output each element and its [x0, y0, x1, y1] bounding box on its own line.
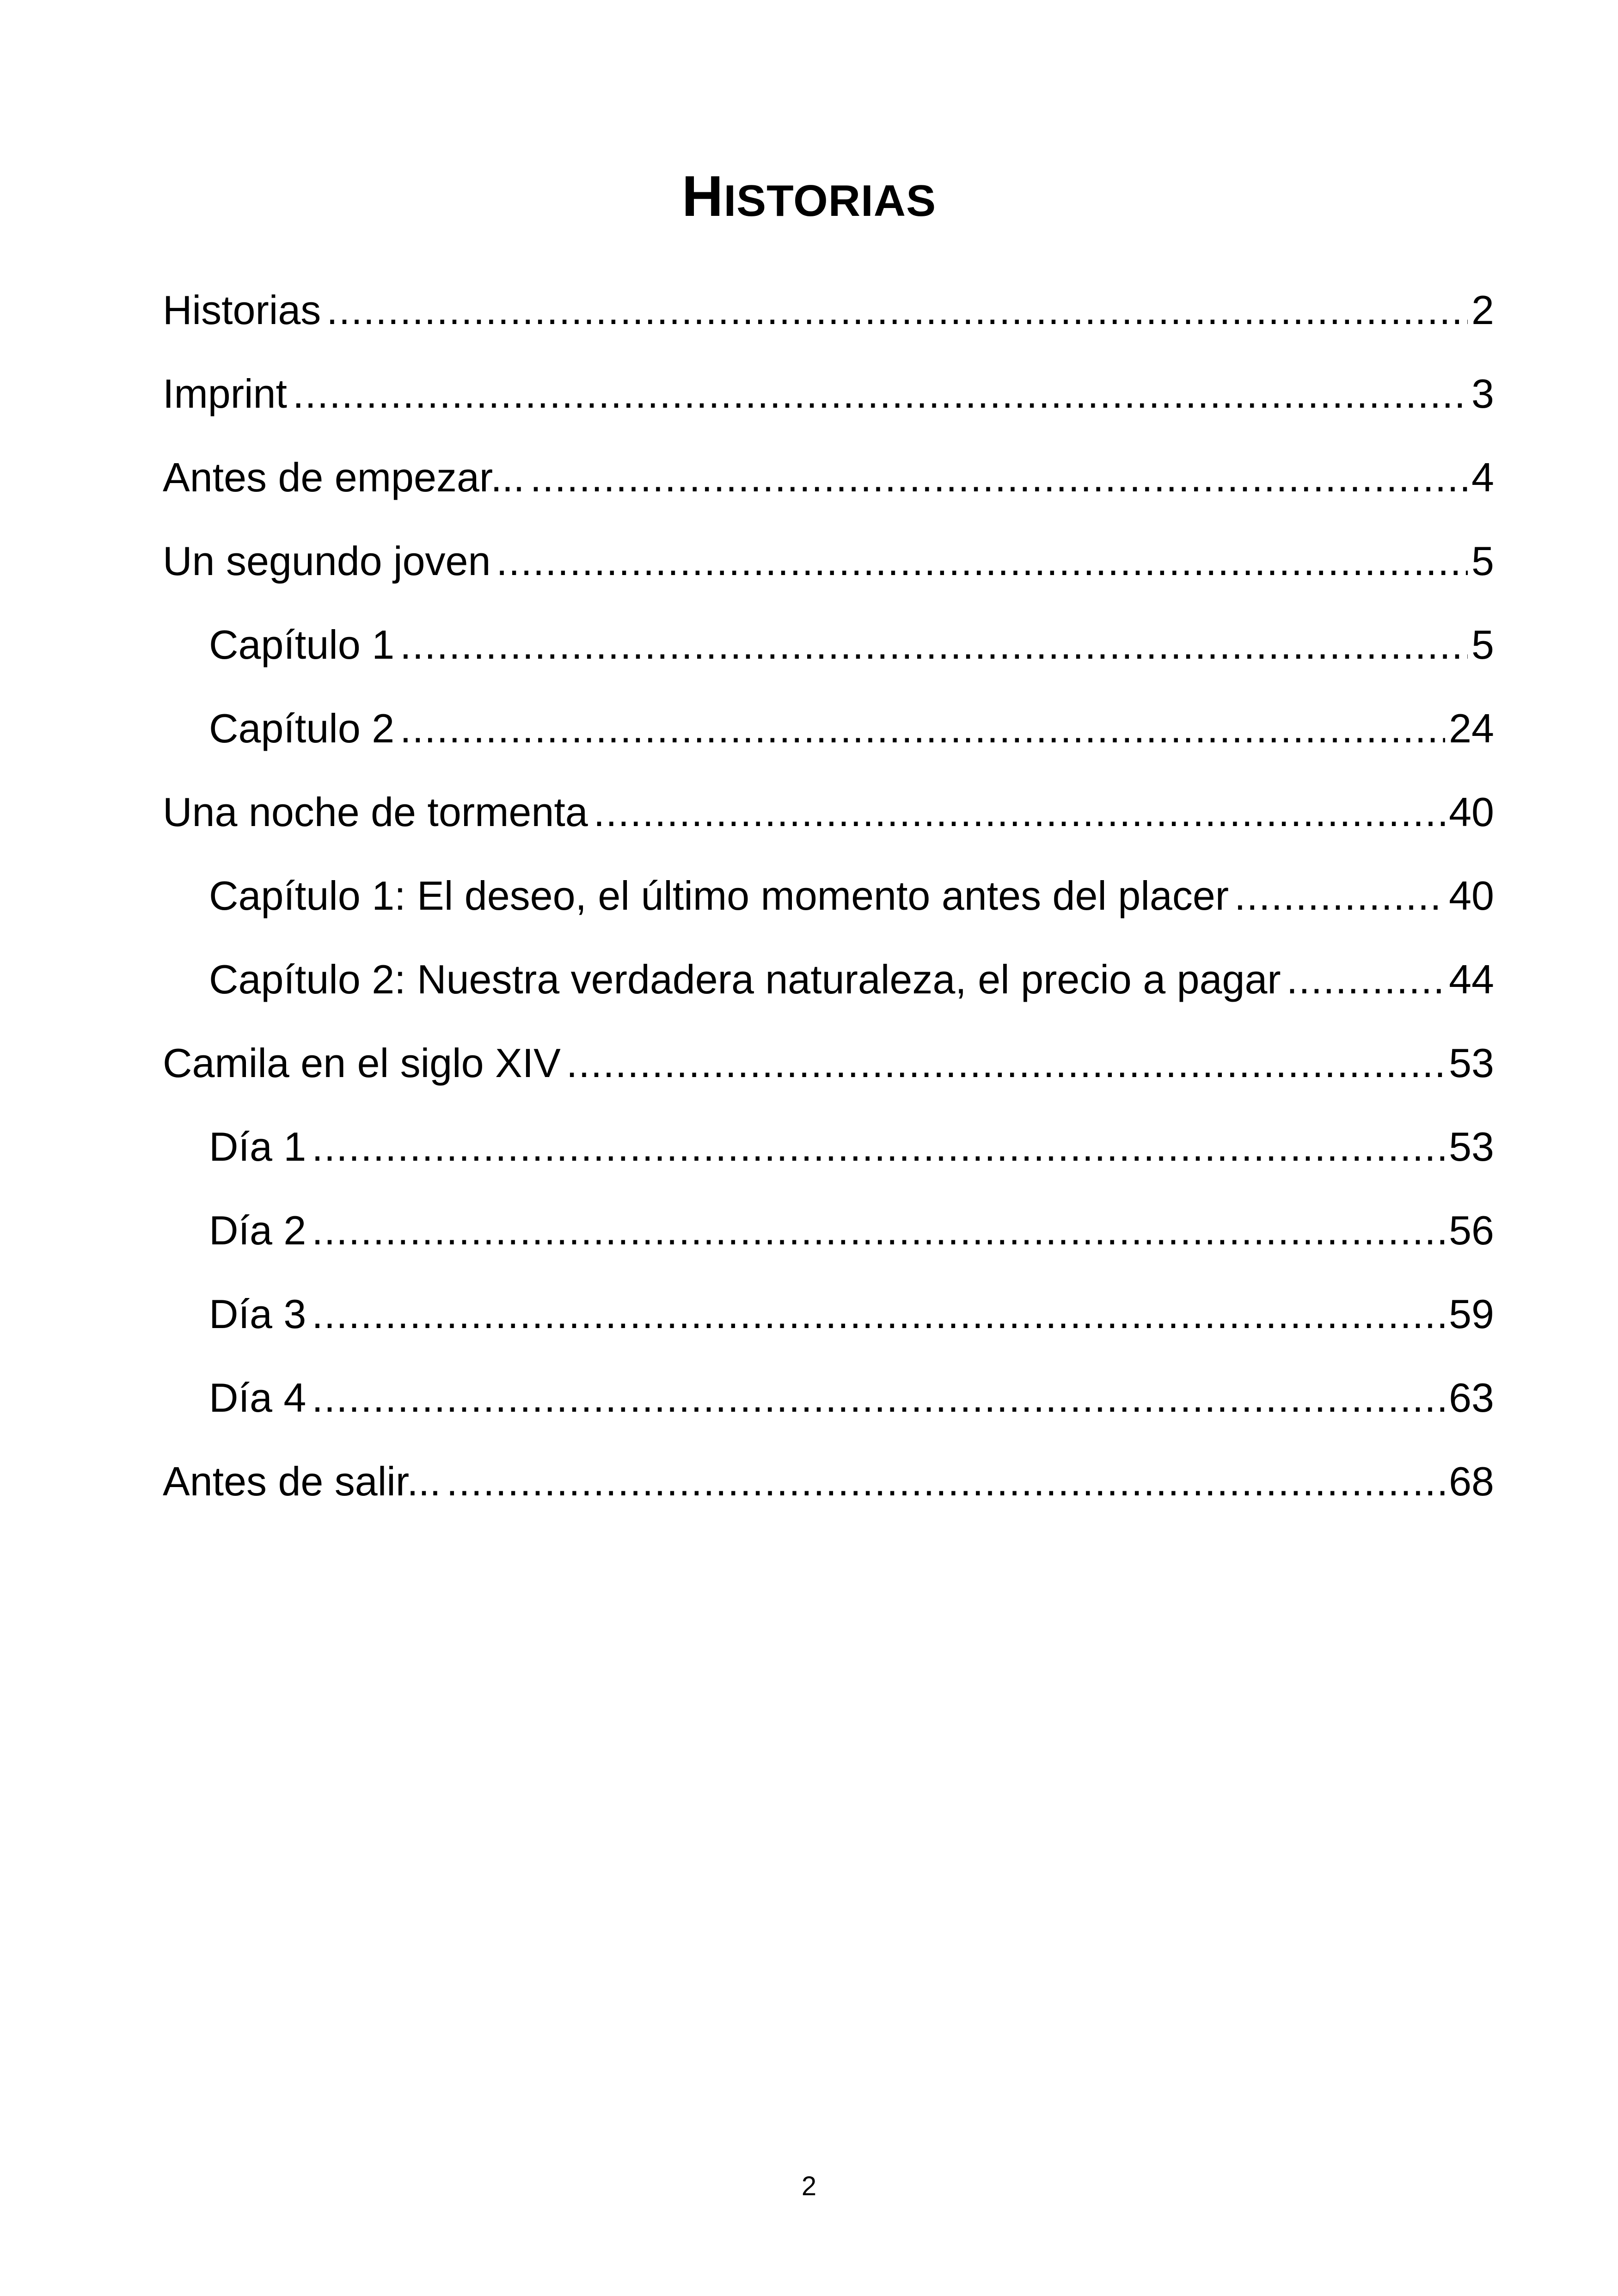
toc-entry-label: Día 3 [209, 1291, 306, 1337]
toc-entry-page: 56 [1449, 1207, 1494, 1253]
toc-entry-camila-en-el-siglo-xiv[interactable] [163, 1003, 1494, 1086]
toc-entry-page: 59 [1449, 1291, 1494, 1337]
toc-entry-antes-de-salir[interactable] [163, 1421, 1494, 1505]
toc-entry-dia-2[interactable] [163, 1170, 1494, 1254]
toc-dot-leader [530, 454, 1468, 501]
table-of-contents [163, 250, 1494, 1505]
toc-entry-page: 5 [1471, 538, 1494, 584]
toc-entry-label: Capítulo 2: Nuestra verdadera naturaleza, el precio a pagar [209, 956, 1281, 1002]
toc-entry-label: Capítulo 1: El deseo, el último momento antes del placer [209, 873, 1229, 918]
toc-dot-leader [400, 705, 1445, 752]
toc-dot-leader [1234, 873, 1445, 919]
toc-entry-undt-capitulo-2[interactable] [163, 919, 1494, 1003]
toc-entry-label: Historias [163, 287, 321, 333]
toc-entry-label: Un segundo joven [163, 538, 491, 584]
toc-dot-leader [447, 1458, 1445, 1505]
toc-entry-page: 40 [1449, 873, 1494, 918]
toc-dot-leader [400, 622, 1468, 668]
toc-entry-dia-1[interactable] [163, 1086, 1494, 1170]
toc-entry-imprint[interactable] [163, 333, 1494, 417]
toc-entry-antes-de-empezar[interactable] [163, 417, 1494, 501]
toc-dot-leader [326, 287, 1468, 333]
toc-entry-label: Capítulo 2 [209, 705, 395, 751]
toc-dot-leader [594, 789, 1445, 835]
toc-entry-undt-capitulo-1[interactable] [163, 835, 1494, 919]
toc-entry-label: Día 4 [209, 1375, 306, 1420]
toc-entry-historias[interactable] [163, 250, 1494, 333]
toc-dot-leader [312, 1291, 1445, 1337]
toc-entry-usj-capitulo-2[interactable] [163, 668, 1494, 752]
toc-entry-label: Día 1 [209, 1124, 306, 1169]
toc-entry-label: Camila en el siglo XIV [163, 1040, 561, 1086]
toc-entry-label: Imprint [163, 371, 287, 416]
title-initial: H [681, 165, 724, 229]
toc-entry-page: 3 [1471, 371, 1494, 416]
toc-dot-leader [1287, 956, 1445, 1003]
toc-dot-leader [496, 538, 1468, 584]
toc-entry-label: Antes de salir... [163, 1458, 441, 1504]
toc-dot-leader [566, 1040, 1445, 1086]
toc-dot-leader [312, 1375, 1445, 1421]
toc-entry-page: 68 [1449, 1458, 1494, 1504]
toc-entry-usj-capitulo-1[interactable] [163, 584, 1494, 668]
toc-entry-page: 2 [1471, 287, 1494, 333]
toc-dot-leader [293, 371, 1468, 417]
toc-entry-dia-3[interactable] [163, 1254, 1494, 1337]
toc-entry-page: 53 [1449, 1124, 1494, 1169]
toc-entry-dia-4[interactable] [163, 1337, 1494, 1421]
toc-entry-page: 40 [1449, 789, 1494, 835]
toc-entry-label: Antes de empezar... [163, 454, 525, 500]
toc-entry-page: 5 [1471, 622, 1494, 667]
toc-entry-label: Día 2 [209, 1207, 306, 1253]
toc-entry-label: Capítulo 1 [209, 622, 395, 667]
toc-entry-page: 44 [1449, 956, 1494, 1002]
toc-entry-page: 4 [1471, 454, 1494, 500]
toc-entry-label: Una noche de tormenta [163, 789, 588, 835]
page-title [0, 159, 1618, 238]
page-number: 2 [801, 2171, 817, 2201]
toc-entry-page: 53 [1449, 1040, 1494, 1086]
title-rest: ISTORIAS [723, 176, 937, 226]
toc-dot-leader [312, 1124, 1445, 1170]
toc-dot-leader [312, 1207, 1445, 1254]
toc-entry-page: 63 [1449, 1375, 1494, 1420]
toc-entry-page: 24 [1449, 705, 1494, 751]
toc-entry-un-segundo-joven[interactable] [163, 501, 1494, 584]
toc-entry-una-noche-de-tormenta[interactable] [163, 752, 1494, 835]
